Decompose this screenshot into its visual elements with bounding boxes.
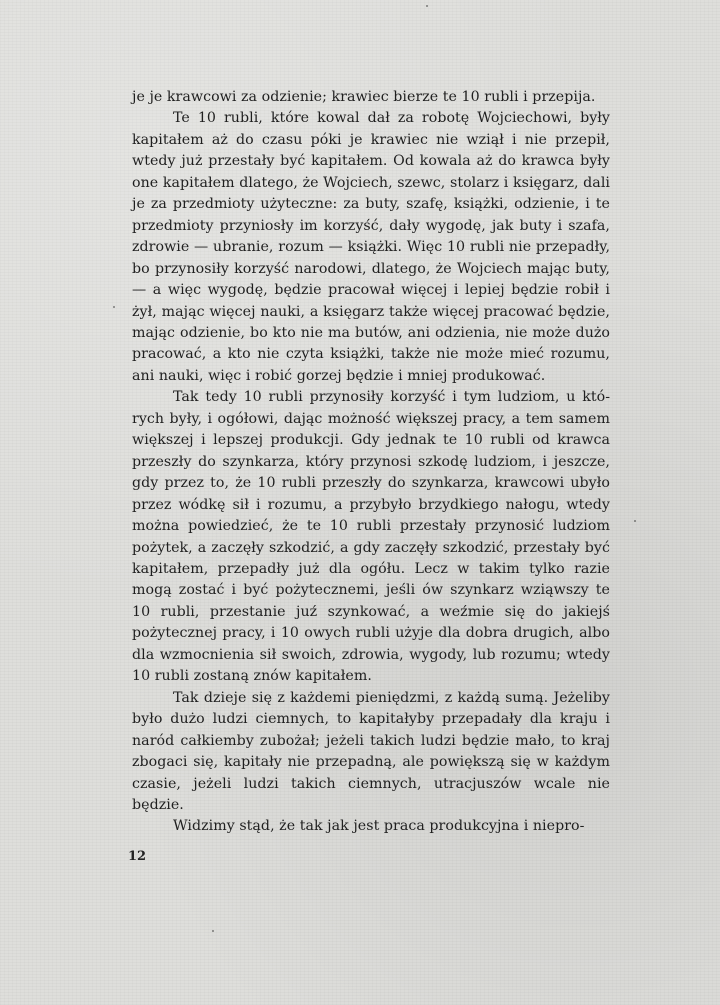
paragraph-5: Widzimy stąd, że tak jak jest praca produkcyjna i niepro- bbox=[173, 818, 585, 835]
paragraph-3: Tak tedy 10 rubli przynosiły korzyść i tym ludziom, u których były, i ogółowi, dając możność większej pracy, a tem samem większej i lepszej produkcji. Gdy jednak te 10 rubli od krawca przeszły do szynkarza, który przynosi szkodę ludziom, i jeszcze, gdy przez to, że 10 rubli przeszły do szynkarza, krawcowi ubyło przez wódkę sił i rozumu, a przybyło brzydkiego nałogu, wtedy można powiedzieć, że te 10 rubli przestały przynosić ludziom pożytek, a zaczęły szkodzić, a gdy zaczęły szkodzić, przestały być kapitałem, przepadły już dla ogółu. Lecz w takim tylko razie mogą zostać i być pożytecznemi, jeśli ów szynkarz wziąwszy te 10 rubli, przestanie juź szynkować, a weźmie się do jakiejś pożytecznej pracy, i 10 owych rubli użyje dla dobra drugich, albo dla wzmocnienia sił swoich, zdrowia, wygody, lub rozumu; wtedy 10 rubli zostaną znów kapitałem. bbox=[132, 389, 610, 685]
paper-speck bbox=[426, 5, 428, 7]
page-number: 12 bbox=[128, 849, 147, 864]
paper-speck bbox=[113, 306, 115, 308]
body-text bbox=[132, 87, 610, 838]
paper-speck bbox=[634, 520, 636, 522]
paragraph-1: je je krawcowi za odzienie; krawiec bierze te 10 rubli i przepija. bbox=[132, 89, 596, 105]
paragraph-4: Tak dzieje się z każdemi pieniędzmi, z każdą sumą. Jeżeliby było dużo ludzi ciemnych, to kapitałyby przepadały dla kraju i naród całkiemby zubożał; jeżeli takich ludzi będzie mało, to kraj zbogaci się, kapitały nie przepadną, ale powiększą się w każdym czasie, jeżeli ludzi takich ciemnych, utracjuszów wcale nie będzie. bbox=[132, 689, 610, 813]
paper-speck bbox=[212, 930, 214, 932]
paragraph-2: Te 10 rubli, które kowal dał za robotę Wojciechowi, były kapitałem aż do czasu póki je krawiec nie wziął i nie przepił, wtedy już przestały być kapitałem. Od kowala aż do krawca były one kapitałem dlatego, że Wojciech, szewc, stolarz i księgarz, dali je za przedmioty użyteczne: za buty, szafę, książki, odzienie, i te przedmioty przyniosły im korzyść, dały wygodę, jak buty i szafa, zdrowie — ubranie, rozum — książki. Więc 10 rubli nie przepadły, bo przynosiły korzyść narodowi, dlatego, że Wojciech mając buty, — a więc wygodę, będzie pracował więcej i lepiej będzie robił i żył, mając więcej nauki, a księgarz także więcej pracować będzie, mając odzienie, bo kto nie ma butów, ani odzienia, nie może dużo pracować, a kto nie czyta książki, także nie może mieć rozumu, ani nauki, więc i robić gorzej będzie i mniej produkować. bbox=[132, 110, 610, 384]
